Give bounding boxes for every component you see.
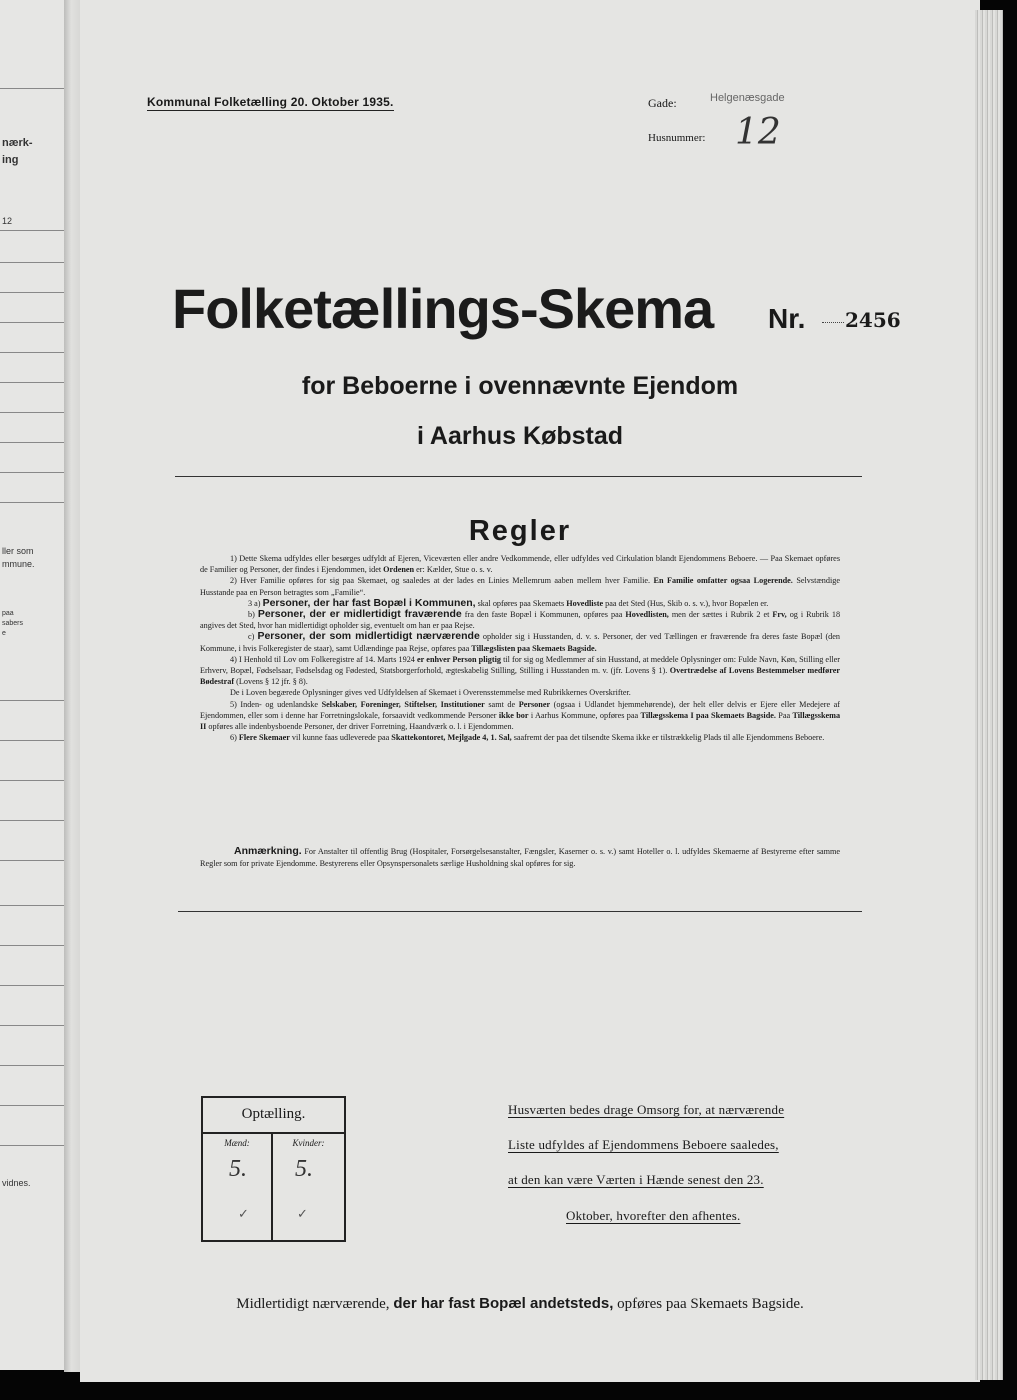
left-rule [0, 905, 64, 906]
notice-line-3: at den kan være Værten i Hænde senest den 23. [508, 1172, 764, 1187]
rule-4: 4) I Henhold til Lov om Folkeregistre af 14. Marts 1924 er enhver Person pligtig til for sig og Medlemmer af sin Husstand, at meddele Oplysninger om: Fulde Navn, Køn, Stilling eller Erhverv, Bopæl, Fødselsaar, Fødselsdag og Fødested, Statsborgerforhold, ægteskabelig Stilling, Stilling i Husstanden m. v. (jfr. Lovens § 1). Overtrædelse af Lovens Bestemmelser medfører Bødestraf (Lovens § 12 jfr. § 8). [200, 654, 841, 687]
optaelling-box [201, 1096, 346, 1242]
optaelling-divider [203, 1132, 344, 1134]
left-fragment: ing [2, 154, 19, 166]
maend-check-icon: ✓ [238, 1206, 249, 1221]
left-rule [0, 352, 64, 353]
rule-3b: b) Personer, der er midlertidigt fraværende fra den faste Bopæl i Kommunen, opføres paa Hovedlisten, men der sættes i Rubrik 2 et Frv, og i Rubrik 18 angives det Sted, hvor han midlertidigt opholder sig, eventuelt om han er paa Rejse. [200, 608, 841, 631]
regler-heading: Regler [468, 515, 572, 547]
left-fragment: ller som [2, 546, 34, 556]
nr-label: Nr. [768, 303, 806, 334]
optaelling-title: Optælling. [241, 1106, 306, 1122]
nr-dotted-line [822, 322, 844, 323]
left-facing-page [0, 0, 72, 1370]
form-title: Folketællings-Skema [172, 277, 714, 340]
page-edges [975, 10, 1003, 1380]
subtitle-beboere: for Beboerne i ovennævnte Ejendom [301, 372, 739, 400]
left-rule [0, 1145, 64, 1146]
left-fragment: e [2, 630, 6, 637]
left-rule [0, 945, 64, 946]
rule-6: 6) Flere Skemaer vil kunne faas udleverede paa Skattekontoret, Mejlgade 4, 1. Sal, saafremt der paa det tilsendte Skema ikke er tilstrækkelig Plads til alle Ejendommens Beboere. [230, 733, 825, 743]
rule-2: 2) Hver Familie opføres for sig paa Skemaet, og saaledes at der lades en Linies Mellemrum aaben mellem hver Familie. En Familie omfatter ogsaa Logerende. Selvstændige Husstande paa en Person betragtes som „Familie“. [200, 576, 840, 597]
footer-note: Midlertidigt nærværende, der har fast Bopæl andetsteds, opføres paa Skemaets Bagside. [236, 1295, 804, 1312]
gade-value: Helgenæsgade [710, 92, 785, 104]
left-rule [0, 985, 64, 986]
left-rule [0, 1105, 64, 1106]
left-rule [0, 322, 64, 323]
maend-label: Mænd: [224, 1138, 250, 1148]
left-fragment: vidnes. [2, 1178, 31, 1188]
left-fragment: sabers [2, 620, 24, 627]
left-fragment: paa [2, 610, 14, 617]
notice-line-2: Liste udfyldes af Ejendommens Beboere saaledes, [508, 1137, 779, 1152]
left-rule [0, 740, 64, 741]
left-rule [0, 1025, 64, 1026]
left-rule [0, 262, 64, 263]
rules-text [200, 553, 840, 743]
rule-5: 5) Inden- og udenlandske Selskaber, Foreninger, Stiftelser, Institutioner samt de Personer (ogsaa i Udlandet hjemmehørende), der helt eller delvis er Ejere eller Medejere af Ejendommen, eller som i denne har Forretningslokale, forsaavidt vedkommende Personer ikke bor i Aarhus Kommune, opføres paa Tillægsskema I paa Skemaets Bagside. Paa Tillægsskema II opføres alle indenbysboende Personer, der driver Forretning, Haandværk o. l. i Ejendommen. [200, 699, 841, 732]
census-title: Kommunal Folketælling 20. Oktober 1935. [147, 95, 394, 109]
kvinder-check-icon: ✓ [297, 1206, 308, 1221]
anmaerkning [200, 846, 840, 869]
left-rule [0, 292, 64, 293]
left-rule [0, 780, 64, 781]
divider-top [175, 476, 862, 477]
left-rule [0, 472, 64, 473]
left-fragment: 12 [2, 216, 13, 226]
anmaerkning-label: Anmærkning. [234, 845, 302, 857]
subtitle-aarhus: i Aarhus Købstad [416, 422, 624, 450]
rule-3c: c) Personer, der som midlertidigt nærværende opholder sig i Husstanden, d. v. s. Personer, der ved Tællingen er fraværende fra deres faste Bopæl (den Kommune, i hvis Folkeregister de staar), samt Udlændinge paa Rejse, opføres paa Tillægslisten paa Skemaets Bagside. [200, 630, 841, 653]
left-fragment: mmune. [2, 559, 35, 569]
anmaerkning-text: For Anstalter til offentlig Brug (Hospitaler, Forsørgelsesanstalter, Fængsler, Kaserner o. s. v.) samt Hoteller o. l. udfyldes Skemaerne af Bestyrerne efter samme Regler som for private Ejendomme. Bestyrerens eller Opsynspersonalets særlige Husholdning skal opføres for sig. [200, 847, 841, 868]
notice-line-1: Husværten bedes drage Omsorg for, at nærværende [508, 1102, 785, 1117]
rule-4-note: De i Loven begærede Oplysninger gives ved Udfyldelsen af Skemaet i Overensstemmelse med Rubrikkernes Overskrifter. [230, 688, 631, 698]
rule-1: 1) Dette Skema udfyldes eller besørges udfyldt af Ejeren, Viceværten eller andre Vedkommende, eller udfyldes ved Cirkulation blandt Ejendommens Beboere. — Paa Skemaet opføres de Familier og Personer, der findes i Ejendommen, idet Ordenen er: Kælder, Stue o. s. v. [200, 554, 840, 575]
left-fragment: nærk- [2, 137, 33, 149]
left-rule [0, 700, 64, 701]
notice-line-4: Oktober, hvorefter den afhentes. [566, 1208, 741, 1223]
divider-bottom [178, 911, 862, 912]
left-rule [0, 88, 64, 89]
kvinder-label: Kvinder: [292, 1138, 325, 1148]
husnummer-label: Husnummer: [648, 132, 706, 144]
husnummer-value: 12 [735, 112, 781, 153]
rule-3a: 3 a) Personer, der har fast Bopæl i Kommunen, skal opføres paa Skemaets Hovedliste paa det Sted (Hus, Skib o. s. v.), hvor Bopælen er. [248, 596, 769, 609]
left-rule [0, 412, 64, 413]
left-rule [0, 230, 64, 231]
kvinder-value: 5. [295, 1156, 313, 1182]
left-rule [0, 820, 64, 821]
left-rule [0, 860, 64, 861]
optaelling-column-divider [271, 1132, 273, 1240]
gade-label: Gade: [648, 96, 677, 110]
nr-value: 2456 [845, 308, 901, 332]
left-rule [0, 1065, 64, 1066]
maend-value: 5. [229, 1156, 247, 1182]
left-rule [0, 502, 64, 503]
